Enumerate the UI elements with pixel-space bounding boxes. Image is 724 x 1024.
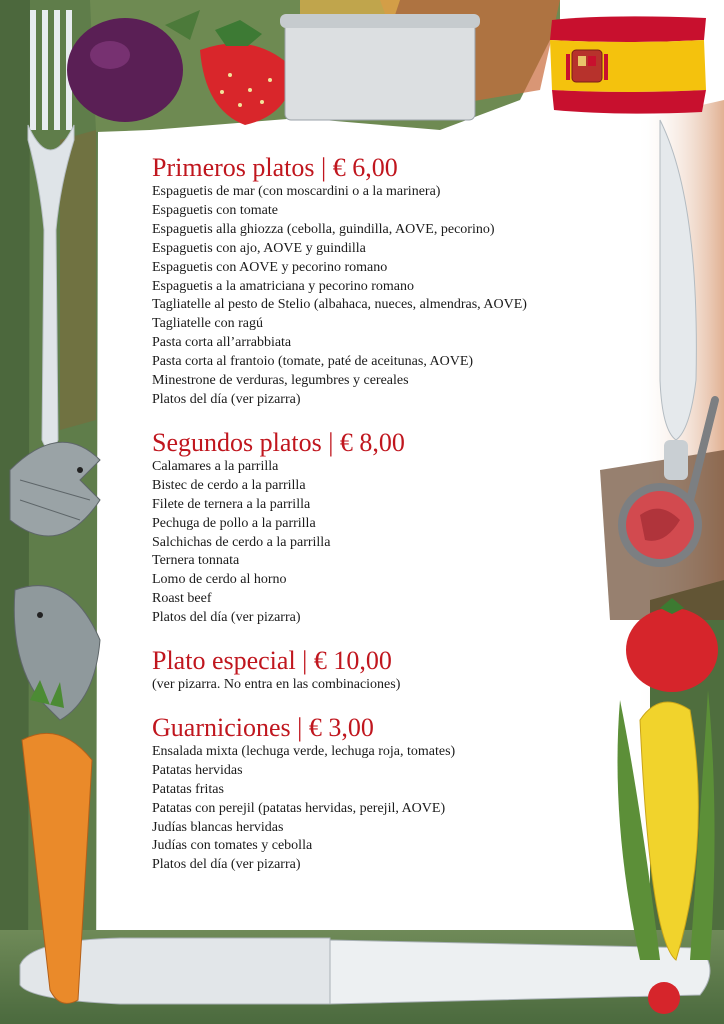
spain-flag-icon bbox=[548, 14, 710, 116]
dish-item: Tagliatelle con ragú bbox=[152, 316, 263, 332]
dish-item: Judías blancas hervidas bbox=[152, 819, 284, 835]
dish-list bbox=[152, 743, 622, 875]
dish-item: Salchichas de cerdo a la parrilla bbox=[152, 534, 331, 550]
section-title: Plato especial | € 10,00 bbox=[152, 646, 392, 676]
dish-list bbox=[152, 458, 622, 628]
section-note: (ver pizarra. No entra en las combinaciones) bbox=[152, 677, 401, 693]
dish-item: Espaguetis de mar (con moscardini o a la marinera) bbox=[152, 184, 441, 199]
dish-item: Espaguetis con tomate bbox=[152, 202, 278, 218]
section-guarniciones bbox=[152, 713, 622, 875]
dish-item: Patatas hervidas bbox=[152, 762, 243, 778]
dish-item: Judías con tomates y cebolla bbox=[152, 838, 313, 854]
dish-item: Pasta corta al frantoio (tomate, paté de aceitunas, AOVE) bbox=[152, 354, 474, 370]
dish-item: Espaguetis a la amatriciana y pecorino romano bbox=[152, 278, 415, 294]
dish-item: Platos del día (ver pizarra) bbox=[152, 391, 301, 407]
dish-item: Platos del día (ver pizarra) bbox=[152, 857, 301, 873]
menu-content bbox=[152, 153, 622, 893]
dish-item: Pechuga de pollo a la parrilla bbox=[152, 515, 316, 531]
dish-item: Lomo de cerdo al horno bbox=[152, 572, 287, 588]
section-title: Guarniciones | € 3,00 bbox=[152, 712, 374, 742]
knife-icon bbox=[20, 938, 710, 1004]
dish-item: Minestrone de verduras, legumbres y cereales bbox=[152, 373, 409, 389]
dish-item: Ternera tonnata bbox=[152, 553, 240, 569]
dish-item: Roast beef bbox=[152, 591, 212, 607]
dish-item: Patatas con perejil (patatas hervidas, perejil, AOVE) bbox=[152, 800, 446, 816]
section-title: Primeros platos | € 6,00 bbox=[152, 153, 398, 182]
dish-item: Patatas fritas bbox=[152, 781, 224, 797]
pot-icon bbox=[280, 14, 480, 120]
dish-item: Espaguetis alla ghiozza (cebolla, guindilla, AOVE, pecorino) bbox=[152, 221, 495, 237]
section-especial bbox=[152, 646, 622, 695]
dish-list bbox=[152, 183, 622, 410]
dish-item: Tagliatelle al pesto de Stelio (albahaca, nueces, almendras, AOVE) bbox=[152, 297, 527, 313]
dish-item: Pasta corta all’arrabbiata bbox=[152, 335, 292, 351]
section-title: Segundos platos | € 8,00 bbox=[152, 427, 405, 457]
dish-item: Ensalada mixta (lechuga verde, lechuga roja, tomates) bbox=[152, 743, 456, 759]
dish-item: Platos del día (ver pizarra) bbox=[152, 610, 301, 626]
dish-item: Bistec de cerdo a la parrilla bbox=[152, 477, 306, 493]
section-primeros bbox=[152, 153, 622, 410]
dish-item: Espaguetis con ajo, AOVE y guindilla bbox=[152, 240, 366, 256]
dish-item: Calamares a la parrilla bbox=[152, 458, 279, 474]
section-segundos bbox=[152, 428, 622, 628]
dish-item: Filete de ternera a la parrilla bbox=[152, 496, 311, 512]
dish-item: Espaguetis con AOVE y pecorino romano bbox=[152, 259, 388, 275]
